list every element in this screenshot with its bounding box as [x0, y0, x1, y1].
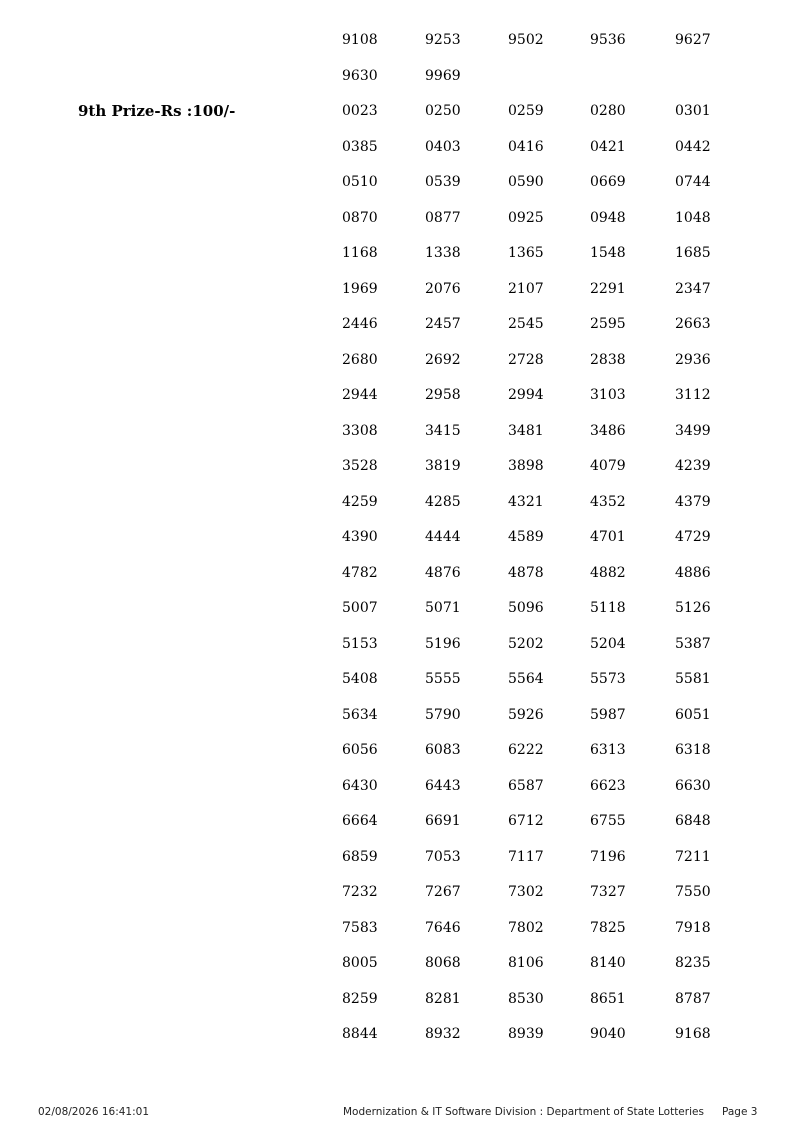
number-row [0, 1024, 800, 1044]
ticket-number: 5408 [342, 671, 378, 687]
ticket-number: 1969 [342, 281, 378, 297]
ticket-number: 2291 [590, 281, 626, 297]
ticket-number: 6755 [590, 813, 626, 829]
ticket-number: 6222 [508, 742, 544, 758]
ticket-number: 4390 [342, 529, 378, 545]
number-row [0, 953, 800, 973]
number-row [0, 740, 800, 760]
number-row [0, 208, 800, 228]
ticket-number: 6083 [425, 742, 461, 758]
number-row [0, 350, 800, 370]
ticket-number: 5555 [425, 671, 461, 687]
ticket-number: 6664 [342, 813, 378, 829]
ticket-number: 0744 [675, 174, 711, 190]
ticket-number: 3112 [675, 387, 711, 403]
ticket-number: 2680 [342, 352, 378, 368]
ticket-number: 4239 [675, 458, 711, 474]
ticket-number: 6623 [590, 778, 626, 794]
ticket-number: 5387 [675, 636, 711, 652]
ticket-number: 7802 [508, 920, 544, 936]
ticket-number: 8651 [590, 991, 626, 1007]
ticket-number: 5126 [675, 600, 711, 616]
ticket-number: 2728 [508, 352, 544, 368]
number-row [0, 137, 800, 157]
ticket-number: 1365 [508, 245, 544, 261]
ticket-number: 2457 [425, 316, 461, 332]
ticket-number: 4321 [508, 494, 544, 510]
ticket-number: 7053 [425, 849, 461, 865]
ticket-number: 7583 [342, 920, 378, 936]
ticket-number: 1548 [590, 245, 626, 261]
ticket-number: 2347 [675, 281, 711, 297]
number-row [0, 421, 800, 441]
ticket-number: 9630 [342, 68, 378, 84]
ticket-number: 3481 [508, 423, 544, 439]
ticket-number: 5790 [425, 707, 461, 723]
number-row [0, 243, 800, 263]
ticket-number: 2692 [425, 352, 461, 368]
ticket-number: 5196 [425, 636, 461, 652]
ticket-number: 8259 [342, 991, 378, 1007]
ticket-number: 8932 [425, 1026, 461, 1042]
ticket-number: 1168 [342, 245, 378, 261]
ticket-number: 1338 [425, 245, 461, 261]
ticket-number: 0301 [675, 103, 711, 119]
number-row [0, 705, 800, 725]
number-row [0, 385, 800, 405]
ticket-number: 3819 [425, 458, 461, 474]
ticket-number: 3528 [342, 458, 378, 474]
ticket-number: 6848 [675, 813, 711, 829]
ticket-number: 0250 [425, 103, 461, 119]
ticket-number: 5007 [342, 600, 378, 616]
ticket-number: 4882 [590, 565, 626, 581]
ticket-number: 2994 [508, 387, 544, 403]
ticket-number: 4352 [590, 494, 626, 510]
ticket-number: 6630 [675, 778, 711, 794]
number-row [0, 314, 800, 334]
ticket-number: 0023 [342, 103, 378, 119]
ticket-number: 5573 [590, 671, 626, 687]
number-row [0, 634, 800, 654]
number-row [0, 847, 800, 867]
ticket-number: 9168 [675, 1026, 711, 1042]
ticket-number: 4079 [590, 458, 626, 474]
ticket-number: 2944 [342, 387, 378, 403]
number-row [0, 598, 800, 618]
ticket-number: 0925 [508, 210, 544, 226]
ticket-number: 5564 [508, 671, 544, 687]
ticket-number: 8787 [675, 991, 711, 1007]
ticket-number: 8068 [425, 955, 461, 971]
ticket-number: 7117 [508, 849, 544, 865]
ticket-number: 9536 [590, 32, 626, 48]
number-row [0, 456, 800, 476]
ticket-number: 6051 [675, 707, 711, 723]
ticket-number: 5071 [425, 600, 461, 616]
number-row [0, 776, 800, 796]
footer-datetime: 02/08/2026 16:41:01 [38, 1106, 150, 1118]
ticket-number: 4878 [508, 565, 544, 581]
ticket-number: 7918 [675, 920, 711, 936]
ticket-number: 6691 [425, 813, 461, 829]
ticket-number: 3499 [675, 423, 711, 439]
ticket-number: 8281 [425, 991, 461, 1007]
number-row [0, 492, 800, 512]
ticket-number: 3415 [425, 423, 461, 439]
ticket-number: 2838 [590, 352, 626, 368]
ticket-number: 7825 [590, 920, 626, 936]
number-row [0, 563, 800, 583]
ticket-number: 7550 [675, 884, 711, 900]
ticket-number: 3898 [508, 458, 544, 474]
ticket-number: 7327 [590, 884, 626, 900]
ticket-number: 0870 [342, 210, 378, 226]
ticket-number: 5926 [508, 707, 544, 723]
ticket-number: 2595 [590, 316, 626, 332]
ticket-number: 2958 [425, 387, 461, 403]
ticket-number: 7232 [342, 884, 378, 900]
ticket-number: 0403 [425, 139, 461, 155]
ticket-number: 9040 [590, 1026, 626, 1042]
ticket-number: 4444 [425, 529, 461, 545]
ticket-number: 4729 [675, 529, 711, 545]
ticket-number: 8939 [508, 1026, 544, 1042]
ticket-number: 9627 [675, 32, 711, 48]
ticket-number: 7646 [425, 920, 461, 936]
number-row [0, 527, 800, 547]
ticket-number: 8844 [342, 1026, 378, 1042]
ticket-number: 8235 [675, 955, 711, 971]
ticket-number: 6859 [342, 849, 378, 865]
ticket-number: 0442 [675, 139, 711, 155]
number-row [0, 30, 800, 50]
ticket-number: 0590 [508, 174, 544, 190]
ticket-number: 5204 [590, 636, 626, 652]
number-row [0, 882, 800, 902]
number-row [0, 918, 800, 938]
ticket-number: 4701 [590, 529, 626, 545]
ticket-number: 2545 [508, 316, 544, 332]
number-row [0, 279, 800, 299]
ticket-number: 9108 [342, 32, 378, 48]
ticket-number: 2663 [675, 316, 711, 332]
ticket-number: 4285 [425, 494, 461, 510]
ticket-number: 5202 [508, 636, 544, 652]
ticket-number: 8140 [590, 955, 626, 971]
ticket-number: 2107 [508, 281, 544, 297]
ticket-number: 4379 [675, 494, 711, 510]
ticket-number: 6430 [342, 778, 378, 794]
ticket-number: 0539 [425, 174, 461, 190]
ticket-number: 6056 [342, 742, 378, 758]
ticket-number: 9253 [425, 32, 461, 48]
ticket-number: 8530 [508, 991, 544, 1007]
ticket-number: 4886 [675, 565, 711, 581]
ticket-number: 5096 [508, 600, 544, 616]
ticket-number: 0948 [590, 210, 626, 226]
ticket-number: 5153 [342, 636, 378, 652]
ticket-number: 3486 [590, 423, 626, 439]
ticket-number: 0280 [590, 103, 626, 119]
ticket-number: 6587 [508, 778, 544, 794]
ticket-number: 0416 [508, 139, 544, 155]
ticket-number: 7196 [590, 849, 626, 865]
number-row [0, 669, 800, 689]
number-row [0, 172, 800, 192]
ticket-number: 9502 [508, 32, 544, 48]
prize-label-9th: 9th Prize-Rs :100/- [78, 102, 236, 120]
ticket-number: 0877 [425, 210, 461, 226]
ticket-number: 0421 [590, 139, 626, 155]
ticket-number: 0385 [342, 139, 378, 155]
ticket-number: 5987 [590, 707, 626, 723]
ticket-number: 6313 [590, 742, 626, 758]
number-row [0, 101, 800, 121]
ticket-number: 4782 [342, 565, 378, 581]
ticket-number: 8005 [342, 955, 378, 971]
ticket-number: 1685 [675, 245, 711, 261]
ticket-number: 2076 [425, 281, 461, 297]
ticket-number: 4876 [425, 565, 461, 581]
ticket-number: 2936 [675, 352, 711, 368]
number-row [0, 66, 800, 86]
ticket-number: 3103 [590, 387, 626, 403]
ticket-number: 6712 [508, 813, 544, 829]
ticket-number: 4259 [342, 494, 378, 510]
ticket-number: 4589 [508, 529, 544, 545]
ticket-number: 7267 [425, 884, 461, 900]
ticket-number: 3308 [342, 423, 378, 439]
number-row [0, 989, 800, 1009]
ticket-number: 6443 [425, 778, 461, 794]
ticket-number: 7302 [508, 884, 544, 900]
ticket-number: 0669 [590, 174, 626, 190]
ticket-number: 0510 [342, 174, 378, 190]
ticket-number: 0259 [508, 103, 544, 119]
ticket-number: 5118 [590, 600, 626, 616]
footer-page-number: Page 3 [722, 1106, 758, 1118]
ticket-number: 5634 [342, 707, 378, 723]
ticket-number: 5581 [675, 671, 711, 687]
ticket-number: 2446 [342, 316, 378, 332]
ticket-number: 9969 [425, 68, 461, 84]
ticket-number: 6318 [675, 742, 711, 758]
ticket-number: 1048 [675, 210, 711, 226]
ticket-number: 8106 [508, 955, 544, 971]
number-row [0, 811, 800, 831]
ticket-number: 7211 [675, 849, 711, 865]
footer-organization: Modernization & IT Software Division : Department of State Lotteries [343, 1106, 704, 1118]
